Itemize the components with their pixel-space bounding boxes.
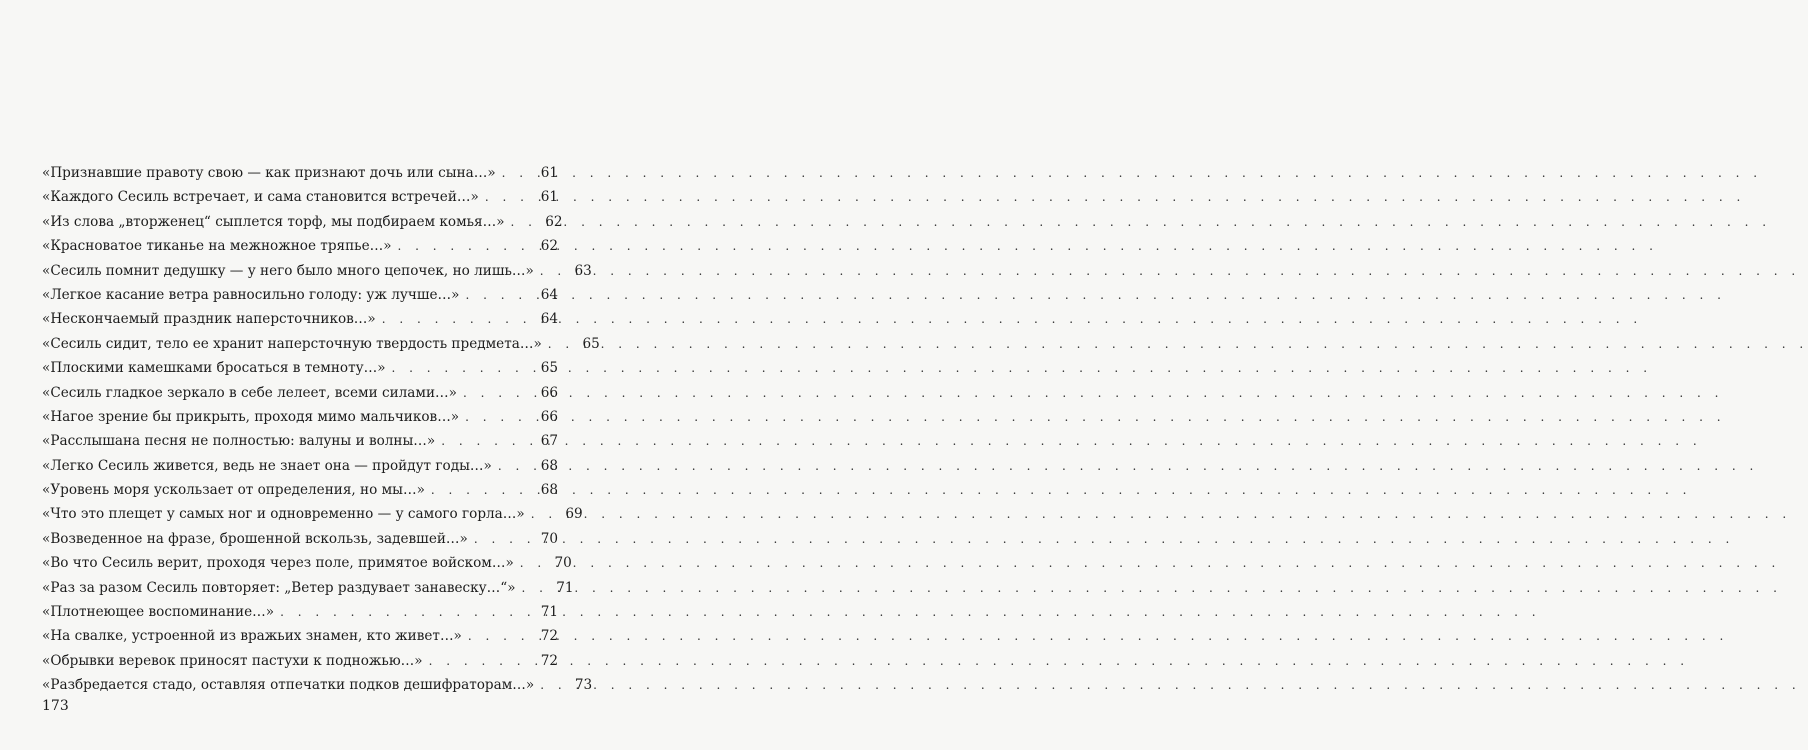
toc-entry xyxy=(42,673,593,697)
toc-entry-title: «Возведенное на фразе, брошенной вскользь, задевшей…» xyxy=(42,530,468,547)
toc-entry-title: «Обрывки веревок приносят пастухи к подножью…» xyxy=(42,652,423,669)
toc-entry xyxy=(42,381,558,405)
toc-entry-page: 63 xyxy=(574,262,592,279)
table-of-contents xyxy=(42,161,600,698)
toc-entry-title: «Раз за разом Сесиль повторяет: „Ветер раздувает занавеску…“» xyxy=(42,579,516,596)
toc-entry-page: 66 xyxy=(540,384,558,401)
dot-leader xyxy=(392,234,526,258)
toc-entry-title: «Сесиль сидит, тело ее хранит наперсточную твердость предмета…» xyxy=(42,335,542,352)
toc-entry xyxy=(42,185,558,209)
dot-leader xyxy=(505,210,531,234)
dot-leader xyxy=(462,624,526,648)
toc-entry-page: 68 xyxy=(540,457,558,474)
toc-entry-page: 64 xyxy=(540,311,558,328)
toc-entry xyxy=(42,624,558,648)
dot-leader xyxy=(525,502,551,526)
dot-leader xyxy=(435,429,526,453)
toc-entry xyxy=(42,356,558,380)
toc-entry-page: 72 xyxy=(540,652,558,669)
toc-entry xyxy=(42,478,558,502)
toc-entry xyxy=(42,454,558,478)
toc-entry-page: 71 xyxy=(540,604,558,621)
toc-entry xyxy=(42,405,558,429)
dot-leader xyxy=(468,527,526,551)
toc-entry-title: «Красноватое тиканье на межножное тряпье…» xyxy=(42,238,392,255)
dot-leader xyxy=(423,649,526,673)
toc-entry-page: 67 xyxy=(540,433,558,450)
toc-entry-title: «Нагое зрение бы прикрыть, проходя мимо мальчиков…» xyxy=(42,408,460,425)
toc-entry xyxy=(42,259,592,283)
toc-entry-title: «Из слова „вторженец“ сыплется торф, мы подбираем комья…» xyxy=(42,213,505,230)
book-page xyxy=(0,0,600,750)
toc-entry-title: «На свалке, устроенной из вражьих знамен, кто живет…» xyxy=(42,628,462,645)
toc-entry-title: «Нескончаемый праздник наперсточников…» xyxy=(42,311,376,328)
toc-entry xyxy=(42,234,558,258)
dot-leader xyxy=(514,551,540,575)
dot-leader xyxy=(492,454,526,478)
toc-entry-title: «Расслышана песня не полностью: валуны и волны…» xyxy=(42,433,436,450)
dot-leader xyxy=(479,185,526,209)
toc-entry-page: 71 xyxy=(556,579,574,596)
toc-entry-title: «Легкое касание ветра равносильно голоду: уж лучше…» xyxy=(42,286,460,303)
dot-leader xyxy=(542,332,568,356)
dot-leader xyxy=(274,600,526,624)
dot-leader xyxy=(534,259,560,283)
toc-entry-page: 65 xyxy=(540,360,558,377)
toc-entry xyxy=(42,307,558,331)
toc-entry xyxy=(42,527,558,551)
toc-entry-title: «Каждого Сесиль встречает, и сама становится встречей…» xyxy=(42,189,479,206)
toc-entry-title: «Плотнеющее воспоминание…» xyxy=(42,604,275,621)
dot-leader xyxy=(425,478,526,502)
toc-entry-title: «Признавшие правоту свою — как признают дочь или сына…» xyxy=(42,165,496,181)
toc-entry-page: 62 xyxy=(540,238,558,255)
dot-leader xyxy=(376,307,526,331)
toc-entry-page: 73 xyxy=(574,677,593,694)
toc-entry xyxy=(42,283,558,307)
toc-entry xyxy=(42,210,563,234)
toc-entry-title: «Разбредается стадо, оставляя отпечатки подков дешифраторам…» xyxy=(42,677,535,694)
toc-entry-title: «Легко Сесиль живется, ведь не знает она — пройдут годы…» xyxy=(42,457,492,474)
dot-leader xyxy=(386,356,526,380)
toc-entry-page: 65 xyxy=(582,335,600,352)
toc-entry xyxy=(42,576,574,600)
toc-entry xyxy=(42,502,583,526)
toc-entry xyxy=(42,649,558,673)
toc-entry-page: 68 xyxy=(540,482,558,499)
toc-entry xyxy=(42,332,600,356)
dot-leader xyxy=(459,405,526,429)
toc-entry-title: «Что это плещет у самых ног и одновременно — у самого горла…» xyxy=(42,506,525,523)
toc-entry-page: 69 xyxy=(565,506,583,523)
toc-entry xyxy=(42,429,558,453)
page-number: 173 xyxy=(42,698,69,714)
dot-leader xyxy=(457,381,526,405)
dot-leader xyxy=(496,161,526,185)
toc-entry-title: «Уровень моря ускользает от определения, но мы…» xyxy=(42,482,425,499)
dot-leader xyxy=(516,576,542,600)
toc-entry-title: «Во что Сесиль верит, проходя через поле, примятое войском…» xyxy=(42,555,514,572)
dot-leader xyxy=(534,673,560,697)
toc-entry-page: 70 xyxy=(554,555,572,572)
toc-entry xyxy=(42,551,572,575)
toc-entry-page: 70 xyxy=(540,530,558,547)
toc-entry-page: 64 xyxy=(540,286,558,303)
toc-entry-title: «Сесиль помнит дедушку — у него было много цепочек, но лишь…» xyxy=(42,262,534,279)
toc-entry-page: 62 xyxy=(545,213,563,230)
toc-entry-title: «Плоскими камешками бросаться в темноту…» xyxy=(42,360,386,377)
toc-entry xyxy=(42,600,558,624)
toc-entry-page: 72 xyxy=(540,628,558,645)
toc-entry-page: 61 xyxy=(540,189,558,206)
toc-entry xyxy=(42,161,558,185)
toc-entry-page: 61 xyxy=(540,165,558,181)
dot-leader xyxy=(459,283,526,307)
toc-entry-page: 66 xyxy=(540,408,558,425)
toc-entry-title: «Сесиль гладкое зеркало в себе лелеет, всеми силами…» xyxy=(42,384,457,401)
